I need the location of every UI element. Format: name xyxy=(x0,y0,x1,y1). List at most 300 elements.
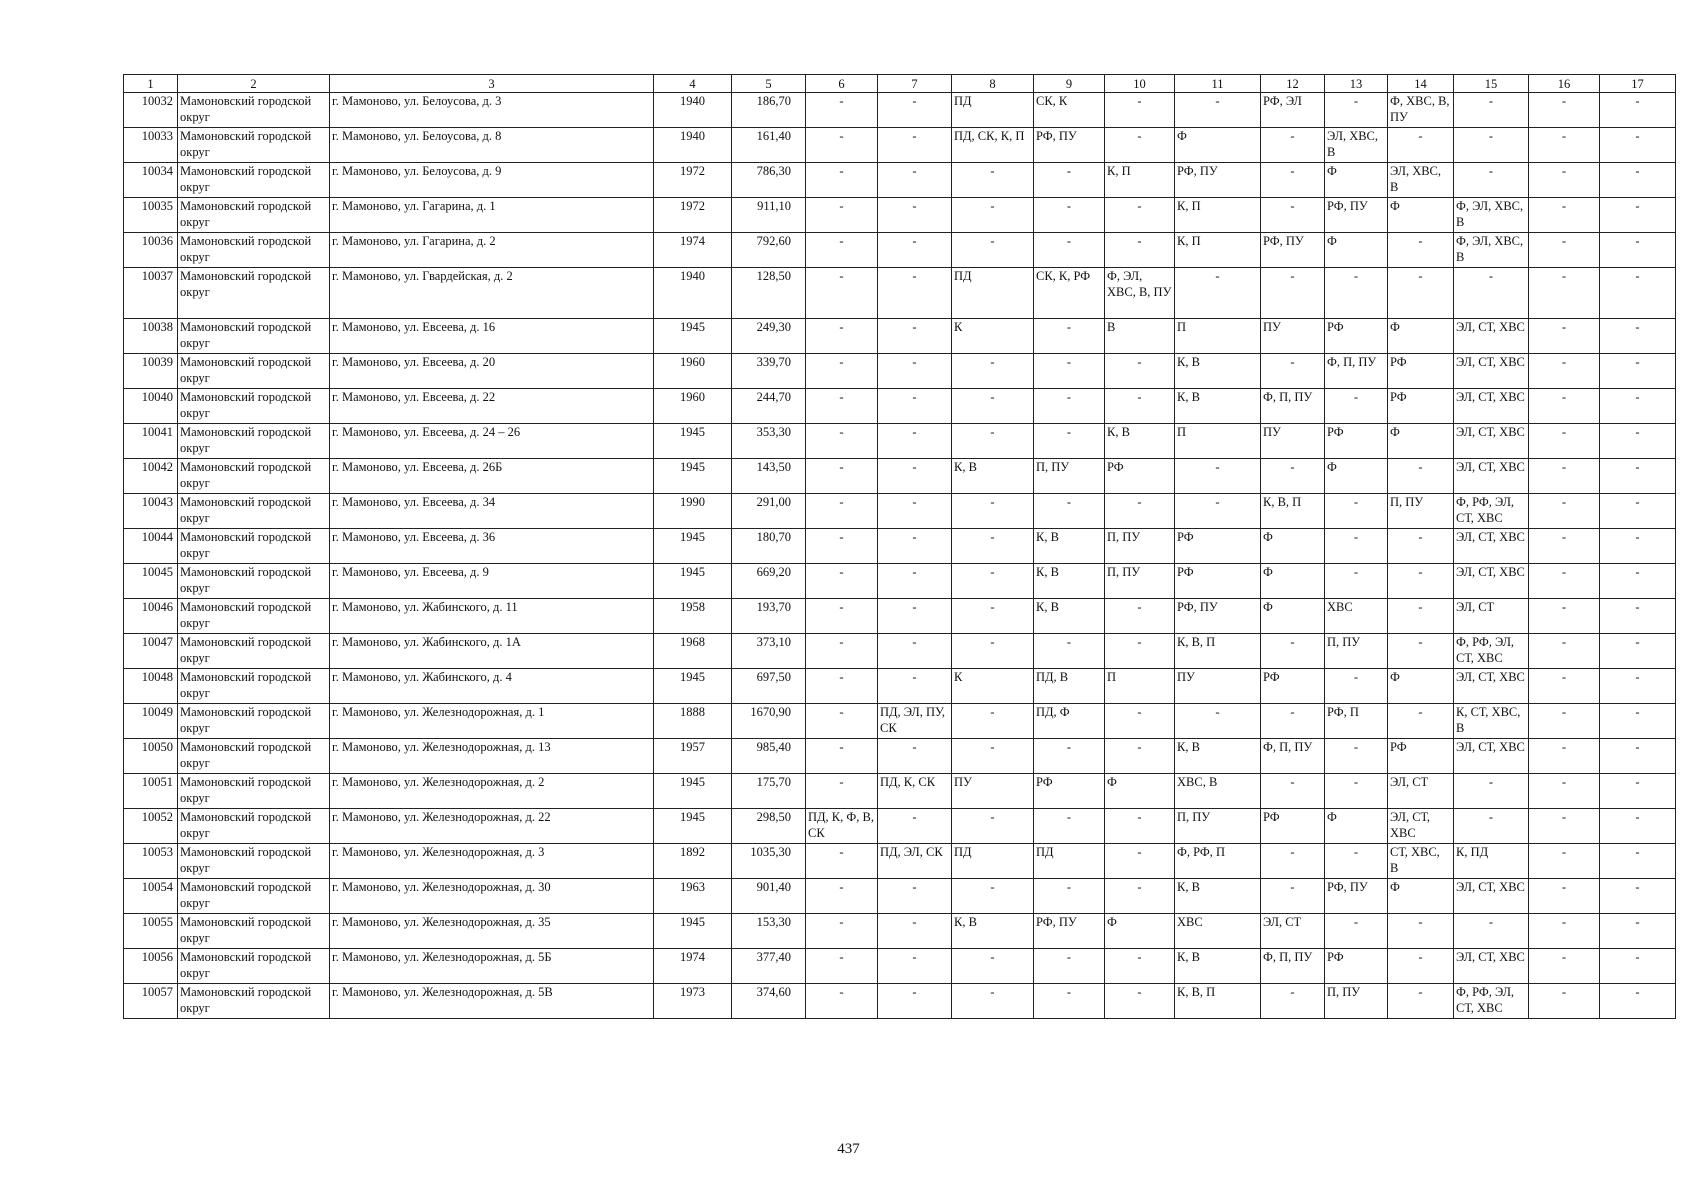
table-cell: Ф, ХВС, В, ПУ xyxy=(1388,93,1454,128)
table-cell: - xyxy=(952,984,1034,1019)
table-cell: - xyxy=(1105,634,1175,669)
table-cell: 10047 xyxy=(124,634,178,669)
table-cell: Мамоновский городской округ xyxy=(178,319,330,354)
table-cell: Мамоновский городской округ xyxy=(178,233,330,268)
table-cell: ПД, ЭЛ, СК xyxy=(878,844,952,879)
table-cell: г. Мамоново, ул. Евсеева, д. 26Б xyxy=(330,459,654,494)
table-cell: П, ПУ xyxy=(1175,809,1261,844)
table-cell: ПУ xyxy=(1261,424,1325,459)
table-cell: - xyxy=(1600,844,1676,879)
table-cell: К, В xyxy=(1034,599,1105,634)
table-cell: 10046 xyxy=(124,599,178,634)
table-cell: - xyxy=(1529,984,1600,1019)
table-cell: - xyxy=(878,669,952,704)
table-cell: Мамоновский городской округ xyxy=(178,739,330,774)
table-cell: г. Мамоново, ул. Евсеева, д. 36 xyxy=(330,529,654,564)
table-cell: ЭЛ, СТ, ХВС xyxy=(1454,879,1529,914)
column-number: 4 xyxy=(654,75,732,93)
table-cell: ПУ xyxy=(1261,319,1325,354)
table-cell: - xyxy=(1529,459,1600,494)
table-cell: - xyxy=(1388,128,1454,163)
table-cell: - xyxy=(952,233,1034,268)
table-cell: - xyxy=(878,163,952,198)
table-cell: Мамоновский городской округ xyxy=(178,459,330,494)
table-cell: К, В xyxy=(1034,564,1105,599)
table-row xyxy=(124,128,1676,163)
table-cell: Мамоновский городской округ xyxy=(178,268,330,319)
table-cell: ЭЛ, СТ xyxy=(1261,914,1325,949)
table-cell: - xyxy=(806,424,878,459)
table-cell: 161,40 xyxy=(732,128,806,163)
table-cell: - xyxy=(1454,163,1529,198)
table-cell: 10050 xyxy=(124,739,178,774)
table-cell: - xyxy=(1261,354,1325,389)
table-cell: - xyxy=(878,424,952,459)
table-cell: - xyxy=(1600,564,1676,599)
table-cell: - xyxy=(1175,268,1261,319)
table-cell: - xyxy=(1105,949,1175,984)
table-cell: ЭЛ, СТ, ХВС xyxy=(1454,424,1529,459)
table-cell: - xyxy=(1388,949,1454,984)
table-cell: 10038 xyxy=(124,319,178,354)
table-cell: - xyxy=(1600,268,1676,319)
table-cell: - xyxy=(1325,93,1388,128)
table-cell: - xyxy=(1105,844,1175,879)
table-cell: ХВС, В xyxy=(1175,774,1261,809)
table-cell: - xyxy=(1325,564,1388,599)
table-cell: ЭЛ, СТ xyxy=(1454,599,1529,634)
table-cell: ЭЛ, СТ, ХВС xyxy=(1454,739,1529,774)
table-cell: г. Мамоново, ул. Белоусова, д. 8 xyxy=(330,128,654,163)
table-cell: 10055 xyxy=(124,914,178,949)
table-cell: - xyxy=(1600,774,1676,809)
column-number: 5 xyxy=(732,75,806,93)
table-cell: - xyxy=(1600,529,1676,564)
table-cell: - xyxy=(878,93,952,128)
table-cell: - xyxy=(1529,704,1600,739)
table-cell: Мамоновский городской округ xyxy=(178,704,330,739)
table-cell: - xyxy=(878,128,952,163)
table-row xyxy=(124,459,1676,494)
table-row xyxy=(124,669,1676,704)
table-cell: г. Мамоново, ул. Евсеева, д. 22 xyxy=(330,389,654,424)
table-cell: ХВС xyxy=(1175,914,1261,949)
table-cell: г. Мамоново, ул. Евсеева, д. 34 xyxy=(330,494,654,529)
table-cell: - xyxy=(1529,529,1600,564)
table-cell: - xyxy=(1529,424,1600,459)
table-cell: - xyxy=(1034,739,1105,774)
table-cell: - xyxy=(1325,389,1388,424)
table-cell: - xyxy=(806,669,878,704)
column-number: 2 xyxy=(178,75,330,93)
table-cell: - xyxy=(952,879,1034,914)
table-cell: - xyxy=(1600,914,1676,949)
table-cell: г. Мамоново, ул. Железнодорожная, д. 1 xyxy=(330,704,654,739)
table-cell: г. Мамоново, ул. Жабинского, д. 4 xyxy=(330,669,654,704)
table-cell: - xyxy=(1325,669,1388,704)
table-cell: Ф xyxy=(1388,424,1454,459)
table-cell: П, ПУ xyxy=(1105,564,1175,599)
table-cell: П xyxy=(1105,669,1175,704)
table-row xyxy=(124,844,1676,879)
table-cell: - xyxy=(806,93,878,128)
table-cell: - xyxy=(1105,879,1175,914)
table-cell: 10049 xyxy=(124,704,178,739)
table-cell: Мамоновский городской округ xyxy=(178,564,330,599)
table-cell: П xyxy=(1175,424,1261,459)
table-cell: К, В xyxy=(952,914,1034,949)
table-cell: - xyxy=(1529,319,1600,354)
table-cell: - xyxy=(806,984,878,1019)
table-cell: 353,30 xyxy=(732,424,806,459)
table-cell: Ф, П, ПУ xyxy=(1261,739,1325,774)
table-cell: 298,50 xyxy=(732,809,806,844)
table-cell: - xyxy=(806,774,878,809)
table-cell: РФ, ЭЛ xyxy=(1261,93,1325,128)
table-cell: 10039 xyxy=(124,354,178,389)
table-cell: ПД, К, Ф, В, СК xyxy=(806,809,878,844)
table-cell: ЭЛ, СТ, ХВС xyxy=(1454,669,1529,704)
table-cell: РФ, ПУ xyxy=(1325,198,1388,233)
table-cell: ПД, К, СК xyxy=(878,774,952,809)
table-cell: Ф, РФ, ЭЛ, СТ, ХВС xyxy=(1454,984,1529,1019)
column-number: 17 xyxy=(1600,75,1676,93)
table-cell: - xyxy=(1261,163,1325,198)
table-cell: Ф, ЭЛ, ХВС, В, ПУ xyxy=(1105,268,1175,319)
table-cell: Ф, П, ПУ xyxy=(1325,354,1388,389)
table-cell: - xyxy=(1105,198,1175,233)
table-cell: - xyxy=(1388,268,1454,319)
table-cell: - xyxy=(806,233,878,268)
table-cell: - xyxy=(1034,424,1105,459)
table-cell: 911,10 xyxy=(732,198,806,233)
table-cell: - xyxy=(952,949,1034,984)
table-cell: - xyxy=(878,949,952,984)
table-cell: - xyxy=(1600,704,1676,739)
table-cell: ПУ xyxy=(952,774,1034,809)
table-cell: 1945 xyxy=(654,424,732,459)
table-cell: - xyxy=(806,599,878,634)
table-row xyxy=(124,739,1676,774)
table-cell: Ф, РФ, ЭЛ, СТ, ХВС xyxy=(1454,634,1529,669)
table-row xyxy=(124,914,1676,949)
table-cell: РФ xyxy=(1388,739,1454,774)
table-cell: - xyxy=(1529,198,1600,233)
table-cell: - xyxy=(878,268,952,319)
table-cell: - xyxy=(1105,984,1175,1019)
table-cell: - xyxy=(1105,233,1175,268)
table-row xyxy=(124,354,1676,389)
table-cell: 249,30 xyxy=(732,319,806,354)
table-cell: Ф, РФ, П xyxy=(1175,844,1261,879)
table-cell: Ф xyxy=(1388,198,1454,233)
table-cell: Ф xyxy=(1388,879,1454,914)
table-cell: 10043 xyxy=(124,494,178,529)
table-cell: Ф, ЭЛ, ХВС, В xyxy=(1454,198,1529,233)
table-cell: П, ПУ xyxy=(1325,634,1388,669)
column-number: 16 xyxy=(1529,75,1600,93)
table-cell: Ф, П, ПУ xyxy=(1261,949,1325,984)
table-cell: - xyxy=(1261,879,1325,914)
table-cell: РФ xyxy=(1388,389,1454,424)
table-cell: Мамоновский городской округ xyxy=(178,844,330,879)
table-cell: К, В xyxy=(1034,529,1105,564)
table-cell: - xyxy=(1529,599,1600,634)
table-cell: РФ xyxy=(1325,319,1388,354)
table-cell: К xyxy=(952,669,1034,704)
table-cell: 377,40 xyxy=(732,949,806,984)
column-number-row xyxy=(124,75,1676,93)
table-cell: 1960 xyxy=(654,389,732,424)
table-cell: 1892 xyxy=(654,844,732,879)
table-cell: ЭЛ, СТ, ХВС xyxy=(1454,459,1529,494)
table-cell: 1972 xyxy=(654,163,732,198)
table-cell: - xyxy=(1261,634,1325,669)
column-number: 6 xyxy=(806,75,878,93)
column-number: 13 xyxy=(1325,75,1388,93)
table-cell: 1974 xyxy=(654,233,732,268)
table-cell: - xyxy=(1175,494,1261,529)
table-cell: г. Мамоново, ул. Жабинского, д. 11 xyxy=(330,599,654,634)
table-cell: 10033 xyxy=(124,128,178,163)
table-cell: - xyxy=(1529,389,1600,424)
table-row xyxy=(124,529,1676,564)
table-cell: - xyxy=(952,704,1034,739)
table-cell: Мамоновский городской округ xyxy=(178,809,330,844)
table-cell: 193,70 xyxy=(732,599,806,634)
table-cell: - xyxy=(1261,844,1325,879)
table-cell: 10048 xyxy=(124,669,178,704)
table-cell: К, П xyxy=(1175,233,1261,268)
table-cell: ПД xyxy=(1034,844,1105,879)
table-cell: - xyxy=(1388,704,1454,739)
table-cell: г. Мамоново, ул. Железнодорожная, д. 35 xyxy=(330,914,654,949)
table-cell: ПД, Ф xyxy=(1034,704,1105,739)
table-cell: - xyxy=(1600,634,1676,669)
table-cell: Ф xyxy=(1388,319,1454,354)
table-cell: Мамоновский городской округ xyxy=(178,494,330,529)
table-cell: - xyxy=(1105,93,1175,128)
table-cell: г. Мамоново, ул. Железнодорожная, д. 5В xyxy=(330,984,654,1019)
table-cell: 374,60 xyxy=(732,984,806,1019)
table-cell: - xyxy=(1388,459,1454,494)
table-cell: ПД, ЭЛ, ПУ, СК xyxy=(878,704,952,739)
table-cell: г. Мамоново, ул. Железнодорожная, д. 2 xyxy=(330,774,654,809)
table-cell: - xyxy=(1529,233,1600,268)
table-cell: К, В xyxy=(1175,354,1261,389)
column-number: 15 xyxy=(1454,75,1529,93)
table-cell: ЭЛ, СТ, ХВС xyxy=(1454,529,1529,564)
table-cell: - xyxy=(1600,599,1676,634)
table-cell: - xyxy=(806,739,878,774)
table-cell: - xyxy=(952,739,1034,774)
table-cell: Ф xyxy=(1261,529,1325,564)
table-cell: Мамоновский городской округ xyxy=(178,774,330,809)
table-cell: - xyxy=(878,564,952,599)
table-cell: 1888 xyxy=(654,704,732,739)
table-cell: - xyxy=(1105,739,1175,774)
table-cell: - xyxy=(878,914,952,949)
table-cell: - xyxy=(1529,494,1600,529)
table-cell: РФ xyxy=(1034,774,1105,809)
table-cell: 10034 xyxy=(124,163,178,198)
table-cell: - xyxy=(878,879,952,914)
table-cell: Ф, ЭЛ, ХВС, В xyxy=(1454,233,1529,268)
table-row xyxy=(124,163,1676,198)
table-cell: - xyxy=(1454,914,1529,949)
table-cell: - xyxy=(1388,984,1454,1019)
table-cell: 128,50 xyxy=(732,268,806,319)
table-cell: 1940 xyxy=(654,93,732,128)
table-cell: 1973 xyxy=(654,984,732,1019)
table-cell: Ф, РФ, ЭЛ, СТ, ХВС xyxy=(1454,494,1529,529)
table-cell: - xyxy=(806,914,878,949)
table-cell: 1035,30 xyxy=(732,844,806,879)
table-cell: - xyxy=(1600,198,1676,233)
table-cell: - xyxy=(1388,599,1454,634)
table-cell: Ф xyxy=(1105,914,1175,949)
column-number: 14 xyxy=(1388,75,1454,93)
table-cell: 1972 xyxy=(654,198,732,233)
table-cell: РФ xyxy=(1325,424,1388,459)
table-row xyxy=(124,774,1676,809)
table-cell: - xyxy=(878,984,952,1019)
table-cell: 10052 xyxy=(124,809,178,844)
table-cell: К, В xyxy=(952,459,1034,494)
table-cell: - xyxy=(1600,984,1676,1019)
table-cell: - xyxy=(952,599,1034,634)
table-cell: 10032 xyxy=(124,93,178,128)
table-cell: - xyxy=(878,389,952,424)
table-cell: - xyxy=(1600,879,1676,914)
table-cell: г. Мамоново, ул. Евсеева, д. 24 – 26 xyxy=(330,424,654,459)
table-cell: ПД xyxy=(952,268,1034,319)
table-cell: - xyxy=(1388,634,1454,669)
table-cell: 10040 xyxy=(124,389,178,424)
table-cell: СТ, ХВС, В xyxy=(1388,844,1454,879)
table-cell: - xyxy=(952,634,1034,669)
table-cell: г. Мамоново, ул. Железнодорожная, д. 5Б xyxy=(330,949,654,984)
table-cell: г. Мамоново, ул. Гвардейская, д. 2 xyxy=(330,268,654,319)
table-cell: Мамоновский городской округ xyxy=(178,529,330,564)
table-cell: - xyxy=(1529,879,1600,914)
table-cell: К, СТ, ХВС, В xyxy=(1454,704,1529,739)
table-cell: - xyxy=(1529,268,1600,319)
table-cell: ЭЛ, СТ, ХВС xyxy=(1454,949,1529,984)
table-cell: - xyxy=(806,494,878,529)
table-cell: ПД xyxy=(952,844,1034,879)
table-cell: - xyxy=(806,198,878,233)
table-cell: - xyxy=(952,163,1034,198)
table-cell: 1940 xyxy=(654,268,732,319)
table-cell: г. Мамоново, ул. Белоусова, д. 9 xyxy=(330,163,654,198)
table-cell: 1957 xyxy=(654,739,732,774)
table-cell: РФ, ПУ xyxy=(1175,163,1261,198)
table-cell: Мамоновский городской округ xyxy=(178,949,330,984)
table-cell: - xyxy=(1105,354,1175,389)
table-cell: 143,50 xyxy=(732,459,806,494)
table-cell: - xyxy=(952,564,1034,599)
table-cell: - xyxy=(1388,529,1454,564)
table-cell: г. Мамоново, ул. Жабинского, д. 1А xyxy=(330,634,654,669)
table-cell: 1958 xyxy=(654,599,732,634)
table-cell: - xyxy=(878,459,952,494)
table-cell: К xyxy=(952,319,1034,354)
table-cell: - xyxy=(878,739,952,774)
table-row xyxy=(124,233,1676,268)
table-cell: г. Мамоново, ул. Железнодорожная, д. 22 xyxy=(330,809,654,844)
table-cell: г. Мамоново, ул. Евсеева, д. 16 xyxy=(330,319,654,354)
table-cell: - xyxy=(878,354,952,389)
table-cell: ПД, СК, К, П xyxy=(952,128,1034,163)
table-cell: - xyxy=(1529,949,1600,984)
table-cell: 1968 xyxy=(654,634,732,669)
table-cell: Мамоновский городской округ xyxy=(178,198,330,233)
table-cell: - xyxy=(1261,198,1325,233)
table-cell: 1990 xyxy=(654,494,732,529)
table-cell: 10042 xyxy=(124,459,178,494)
table-cell: ЭЛ, СТ xyxy=(1388,774,1454,809)
column-number: 3 xyxy=(330,75,654,93)
table-cell: - xyxy=(806,634,878,669)
table-row xyxy=(124,879,1676,914)
table-cell: РФ, ПУ xyxy=(1261,233,1325,268)
table-cell: Мамоновский городской округ xyxy=(178,163,330,198)
table-cell: - xyxy=(952,424,1034,459)
table-cell: - xyxy=(1529,914,1600,949)
table-cell: - xyxy=(1600,739,1676,774)
table-cell: - xyxy=(952,198,1034,233)
table-cell: 244,70 xyxy=(732,389,806,424)
table-cell: 1945 xyxy=(654,669,732,704)
table-cell: К, П xyxy=(1105,163,1175,198)
table-cell: 186,70 xyxy=(732,93,806,128)
column-number: 1 xyxy=(124,75,178,93)
table-cell: Мамоновский городской округ xyxy=(178,914,330,949)
table-cell: - xyxy=(1600,949,1676,984)
table-cell: - xyxy=(1529,163,1600,198)
table-cell: - xyxy=(952,389,1034,424)
table-cell: - xyxy=(878,198,952,233)
table-cell: Ф xyxy=(1325,459,1388,494)
table-cell: - xyxy=(1261,984,1325,1019)
table-cell: - xyxy=(1529,128,1600,163)
table-cell: РФ, ПУ xyxy=(1034,128,1105,163)
table-cell: 10054 xyxy=(124,879,178,914)
table-cell: - xyxy=(1325,844,1388,879)
table-cell: - xyxy=(1529,634,1600,669)
table-cell: - xyxy=(1261,459,1325,494)
table-cell: 180,70 xyxy=(732,529,806,564)
table-cell: Ф xyxy=(1105,774,1175,809)
table-cell: РФ xyxy=(1175,529,1261,564)
table-cell: - xyxy=(878,599,952,634)
table-cell: - xyxy=(1034,198,1105,233)
table-cell: 697,50 xyxy=(732,669,806,704)
table-cell: 10051 xyxy=(124,774,178,809)
table-cell: К, В xyxy=(1175,739,1261,774)
table-cell: - xyxy=(1529,809,1600,844)
table-cell: 10056 xyxy=(124,949,178,984)
table-cell: - xyxy=(1034,233,1105,268)
table-cell: - xyxy=(1175,459,1261,494)
table-row xyxy=(124,809,1676,844)
table-cell: - xyxy=(878,529,952,564)
table-cell: ЭЛ, СТ, ХВС xyxy=(1454,354,1529,389)
table-cell: Мамоновский городской округ xyxy=(178,634,330,669)
table-cell: Мамоновский городской округ xyxy=(178,984,330,1019)
table-cell: - xyxy=(1454,93,1529,128)
